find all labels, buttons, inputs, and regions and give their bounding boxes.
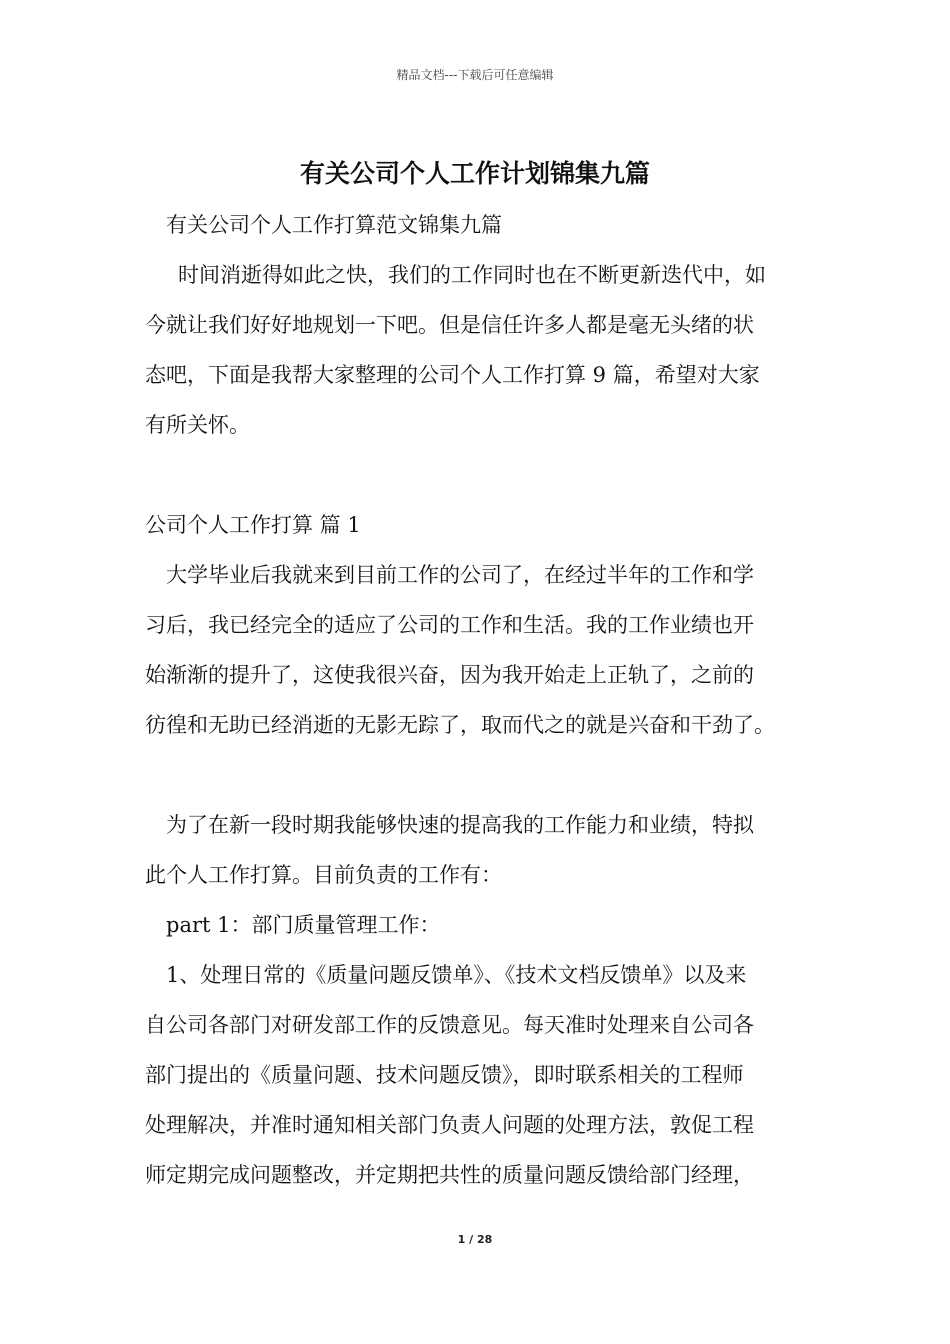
paragraph-gap [145,450,825,500]
body-line: 此个人工作打算。目前负责的工作有： [145,863,502,887]
body-line: 自公司各部门对研发部工作的反馈意见。每天准时处理来自公司各 [145,1013,754,1037]
intro-line: 有所关怀。 [145,413,250,437]
intro-line: 时间消逝得如此之快，我们的工作同时也在不断更新迭代中，如 [178,263,766,287]
body-line: 处理解决，并准时通知相关部门负责人问题的处理方法，敦促工程 [145,1113,754,1137]
body-line: 始渐渐的提升了，这使我很兴奋，因为我开始走上正轨了，之前的 [145,663,754,687]
part-heading: part 1：部门质量管理工作： [166,913,441,937]
body-line: 师定期完成问题整改，并定期把共性的质量问题反馈给部门经理， [145,1163,754,1187]
intro-line: 态吧，下面是我帮大家整理的公司个人工作打算 9 篇，希望对大家 [145,363,760,387]
body-line: 1、处理日常的《质量问题反馈单》、《技术文档反馈单》以及来 [166,963,747,987]
subtitle: 有关公司个人工作打算范文锦集九篇 [166,213,502,237]
page-header: 精品文档---下载后可任意编辑 [396,68,554,82]
page-number: 1 / 28 [457,1233,493,1246]
body-line: 大学毕业后我就来到目前工作的公司了，在经过半年的工作和学 [166,563,754,587]
body-line: 习后，我已经完全的适应了公司的工作和生活。我的工作业绩也开 [145,613,754,637]
body-line: 部门提出的《质量问题、技术问题反馈》，即时联系相关的工程师 [145,1063,744,1087]
body-line: 彷徨和无助已经消逝的无影无踪了，取而代之的就是兴奋和干劲了。 [145,713,775,737]
intro-line: 今就让我们好好地规划一下吧。但是信任许多人都是毫无头绪的状 [145,313,754,337]
document-title: 有关公司个人工作计划锦集九篇 [299,159,650,188]
section-heading: 公司个人工作打算 篇 1 [145,513,361,537]
body-line: 为了在新一段时期我能够快速的提高我的工作能力和业绩，特拟 [166,813,754,837]
paragraph-gap [145,750,825,800]
document-body [145,200,825,1200]
